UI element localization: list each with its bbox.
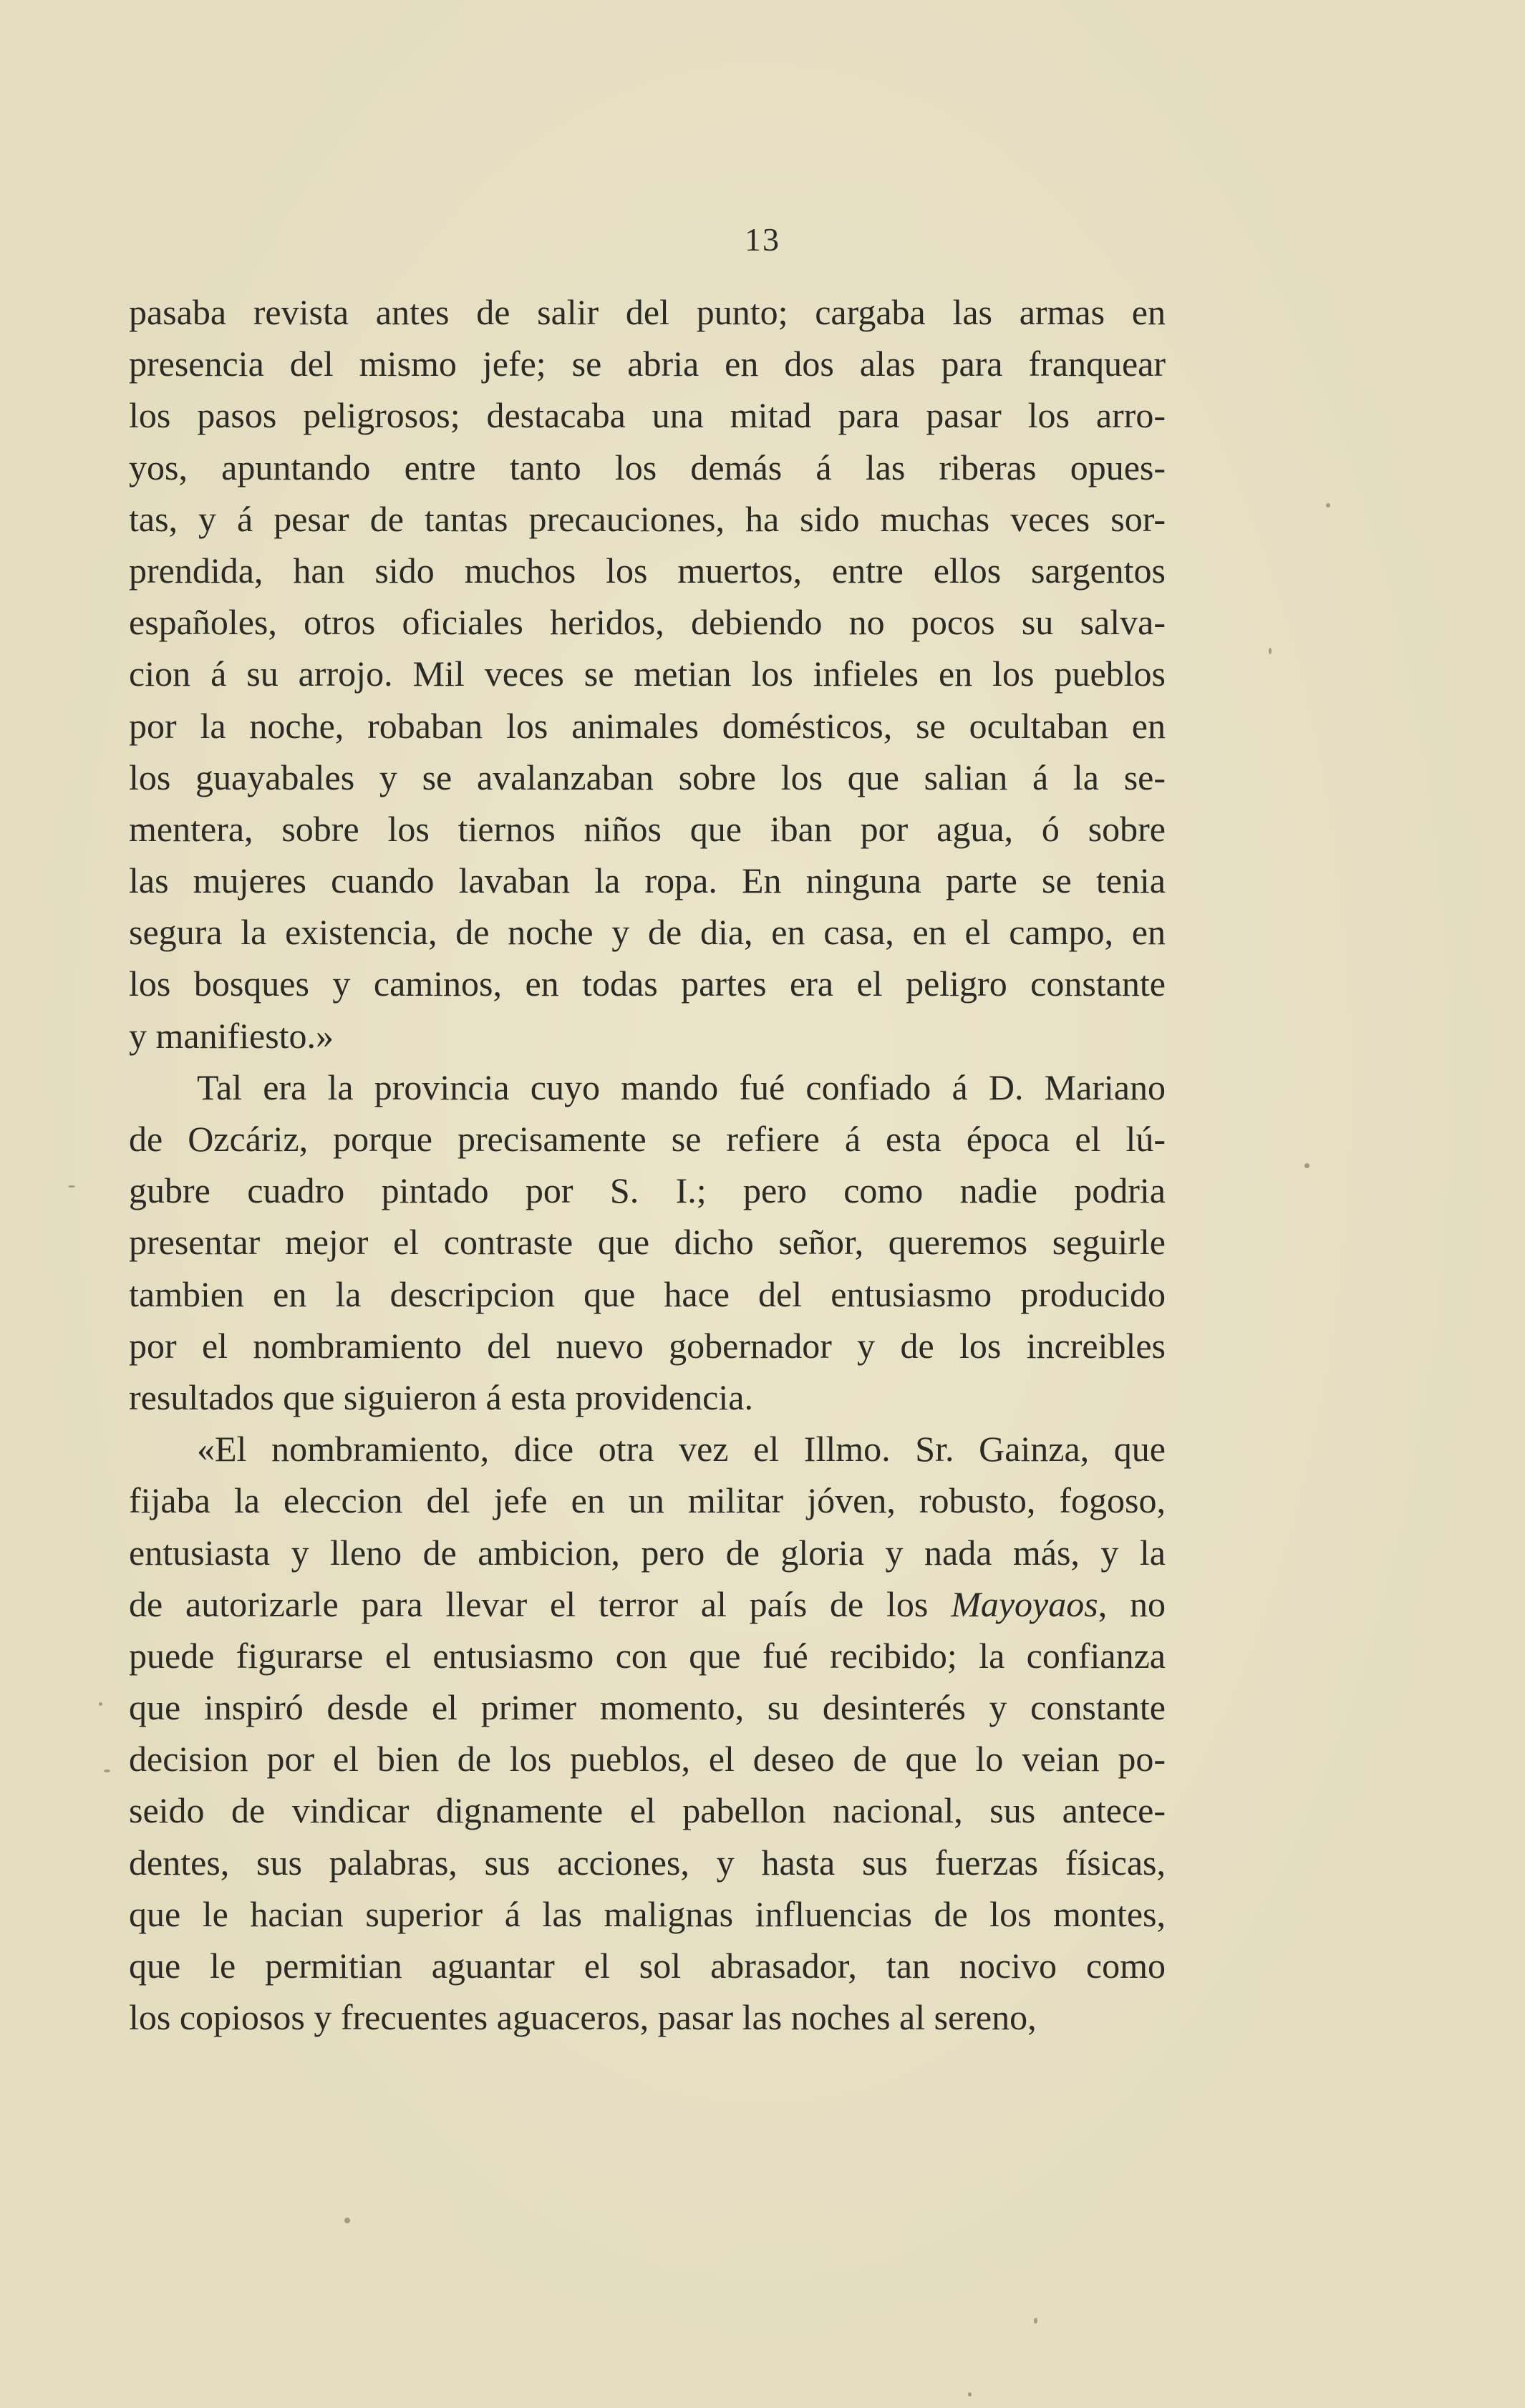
text-line: presentar mejor el contraste que dicho señor, queremos seguirle bbox=[129, 1222, 1166, 1263]
text-line: que le permitian aguantar el sol abrasador, tan nocivo como bbox=[129, 1946, 1166, 1986]
text-line: decision por el bien de los pueblos, el deseo de que lo veian po- bbox=[129, 1739, 1166, 1780]
text-line: de Ozcáriz, porque precisamente se refiere á esta época el lú- bbox=[129, 1119, 1166, 1159]
text-line: dentes, sus palabras, sus acciones, y hasta sus fuerzas físicas, bbox=[129, 1842, 1166, 1883]
text-line: que inspiró desde el primer momento, su desinterés y constante bbox=[129, 1687, 1166, 1728]
paper-speck bbox=[1269, 648, 1272, 654]
body-text bbox=[129, 286, 1166, 2043]
text-line: puede figurarse el entusiasmo con que fué recibido; la confianza bbox=[129, 1635, 1166, 1676]
paper-speck bbox=[104, 1769, 110, 1772]
paragraph bbox=[129, 1423, 1166, 2043]
text-line: los copiosos y frecuentes aguaceros, pasar las noches al sereno, bbox=[129, 1997, 1037, 2038]
text-line: los guayabales y se avalanzaban sobre los que salian á la se- bbox=[129, 757, 1166, 797]
emphasized-word: Mayoyaos bbox=[951, 1583, 1098, 1624]
text-line: los bosques y caminos, en todas partes era el peligro constante bbox=[129, 963, 1166, 1004]
text-line: españoles, otros oficiales heridos, debiendo no pocos su salva- bbox=[129, 602, 1166, 643]
text-line: y manifiesto.» bbox=[129, 1015, 334, 1056]
text-line: que le hacian superior á las malignas influencias de los montes, bbox=[129, 1893, 1166, 1934]
text-line: segura la existencia, de noche y de dia, en casa, en el campo, en bbox=[129, 912, 1166, 953]
paper-speck bbox=[1034, 2318, 1037, 2324]
text-line: mentera, sobre los tiernos niños que iban por agua, ó sobre bbox=[129, 808, 1166, 849]
text-line: las mujeres cuando lavaban la ropa. En ninguna parte se tenia bbox=[129, 860, 1166, 901]
text-line: tambien en la descripcion que hace del entusiasmo producido bbox=[129, 1273, 1166, 1314]
text-line: pasaba revista antes de salir del punto; cargaba las armas en bbox=[129, 292, 1166, 332]
text-line: fijaba la eleccion del jefe en un militar jóven, robusto, fogoso, bbox=[129, 1480, 1166, 1521]
paper-speck bbox=[1326, 503, 1330, 508]
text-line: «El nombramiento, dice otra vez el Illmo. Sr. Gainza, que bbox=[197, 1429, 1166, 1470]
paragraph bbox=[129, 286, 1166, 1062]
text-line: tas, y á pesar de tantas precauciones, ha sido muchas veces sor- bbox=[129, 498, 1166, 539]
text-line: prendida, han sido muchos los muertos, entre ellos sargentos bbox=[129, 550, 1166, 591]
text-line: resultados que siguieron á esta providencia. bbox=[129, 1377, 753, 1417]
text-line: gubre cuadro pintado por S. I.; pero como nadie podria bbox=[129, 1170, 1166, 1211]
text-line: yos, apuntando entre tanto los demás á las riberas opues- bbox=[129, 447, 1166, 487]
page-number: 13 bbox=[745, 221, 780, 258]
text-line: entusiasta y lleno de ambicion, pero de gloria y nada más, y la bbox=[129, 1532, 1166, 1573]
paper-speck bbox=[968, 2392, 972, 2397]
paragraph bbox=[129, 1062, 1166, 1423]
text-line: por el nombramiento del nuevo gobernador y de los increibles bbox=[129, 1325, 1166, 1366]
text-line: presencia del mismo jefe; se abria en dos alas para franquear bbox=[129, 344, 1166, 384]
text-line: Tal era la provincia cuyo mando fué confiado á D. Mariano bbox=[197, 1067, 1166, 1107]
text-line: de autorizarle para llevar el terror al país de los Mayoyaos, no bbox=[129, 1583, 1166, 1624]
text-line: los pasos peligrosos; destacaba una mitad para pasar los arro- bbox=[129, 395, 1166, 436]
text-line: seido de vindicar dignamente el pabellon nacional, sus antece- bbox=[129, 1790, 1166, 1831]
paper-speck bbox=[344, 2218, 350, 2223]
paper-speck bbox=[99, 1702, 102, 1706]
paper-speck bbox=[68, 1185, 75, 1188]
text-line: por la noche, robaban los animales domésticos, se ocultaban en bbox=[129, 705, 1166, 746]
text-line: cion á su arrojo. Mil veces se metian los infieles en los pueblos bbox=[129, 654, 1166, 694]
paper-speck bbox=[1304, 1163, 1309, 1168]
